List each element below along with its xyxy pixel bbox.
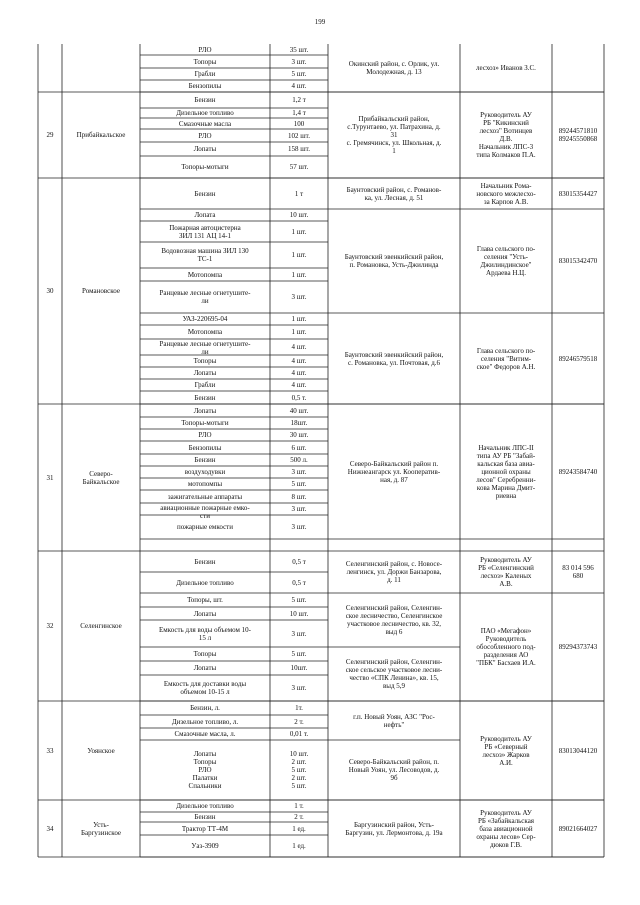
phone-number: 89246579518 <box>558 354 598 363</box>
item-quantity: 3 шт. <box>291 505 307 513</box>
item-name: Уаз-3909 <box>191 842 219 850</box>
item-quantity: 1 шт. <box>291 251 307 259</box>
item-name: Лопаты <box>193 664 217 672</box>
phone-number: 89021664027 <box>558 824 598 833</box>
item-name: Лопаты <box>193 609 217 618</box>
item-name: УАЗ-220695-04 <box>182 315 228 323</box>
phone-number: 89294373743 <box>558 643 598 651</box>
item-name: зажигательные аппараты <box>167 492 243 501</box>
item-name: Дизельное топливо <box>176 578 234 587</box>
phone-number: 83015354427 <box>558 189 598 198</box>
row-number: 33 <box>46 746 54 755</box>
item-name: Бензин <box>194 96 216 104</box>
item-quantity: 1,4 т <box>292 109 306 117</box>
item-name: Смазочные масла, л. <box>174 730 236 738</box>
item-quantity: 4 шт. <box>291 357 307 365</box>
item-name: пожарные емкости <box>177 523 233 531</box>
item-quantity: 1 шт. <box>291 227 307 236</box>
item-name: авиационные пожарные емко- сти <box>160 504 250 520</box>
address-cell: Северо-Байкальский район, п. Новый Уоян, ул. Лесоводов, д. 9б <box>348 758 440 782</box>
district-name: Уоянское <box>87 746 115 755</box>
item-name: Дизельное топливо, л. <box>171 717 239 726</box>
item-name: Бензопилы <box>188 82 222 90</box>
phone-number: 83 014 596 680 <box>562 564 594 580</box>
row-number: 32 <box>46 622 54 630</box>
item-name: Мотопомпа <box>187 328 223 336</box>
item-quantity: 3 шт. <box>291 684 307 692</box>
district-name: Селенгинское <box>80 622 122 630</box>
item-quantity: 2 т. <box>294 717 304 726</box>
item-name: Трактор ТТ-4М <box>181 824 229 833</box>
address-cell: г.п. Новый Уоян, АЗС "Рос- нефть" <box>353 712 435 729</box>
item-quantity: 1 т <box>294 189 304 198</box>
item-quantity: 18шт. <box>290 419 308 427</box>
item-name: Топоры <box>193 57 217 66</box>
item-quantity: 100 <box>293 119 305 128</box>
item-name: Мотопомпа <box>187 270 223 279</box>
district-name: Северо- Байкальское <box>82 469 120 486</box>
item-name: РЛО <box>198 45 212 54</box>
item-quantity: 35 шт. <box>289 45 309 54</box>
item-quantity: 0,5 т. <box>291 393 307 402</box>
item-quantity: 1т. <box>295 704 303 712</box>
address-cell: Баунтовский район, с. Романов- ка, ул. Лесная, д. 51 <box>346 185 442 202</box>
responsible-person: лесхоз» Иванов З.С. <box>476 64 536 72</box>
item-quantity: 10шт. <box>290 664 308 672</box>
item-quantity: 5 шт. <box>291 480 307 488</box>
item-quantity: 5 шт. <box>291 650 307 658</box>
item-name: Ранцевые лесные огнетушите- ли <box>159 340 251 356</box>
phone-number: 83015342470 <box>558 257 598 265</box>
item-name: Бензин <box>194 189 216 198</box>
item-quantity: 3 шт. <box>291 468 307 476</box>
item-quantity: 1 ед. <box>292 842 306 850</box>
item-quantity: 4 шт. <box>291 343 307 351</box>
item-quantity: 10 шт. <box>289 211 309 219</box>
address-cell: Селенгинский район, с. Новосе- ленгинск, ул. Доржи Банзарова, д. 11 <box>345 560 443 584</box>
item-name: Грабли <box>194 381 216 389</box>
item-name: Лопаты <box>193 406 217 415</box>
responsible-person: Руководитель АУ РБ «Северный лесхоз» Жарков А.И. <box>480 734 532 767</box>
item-name: РЛО <box>198 431 212 439</box>
district-name: Прибайкальское <box>76 131 126 139</box>
item-quantity: 4 шт. <box>291 369 307 377</box>
item-quantity: 3 шт. <box>291 57 307 66</box>
item-quantity: 4 шт. <box>291 82 307 90</box>
item-name: Топоры <box>193 357 217 365</box>
item-name: Дизельное топливо <box>176 802 234 810</box>
item-name: Лопаты Топоры РЛО Палатки Спальники <box>188 750 222 790</box>
item-name: Топоры, шт. <box>187 596 223 604</box>
district-name: Романовское <box>82 287 120 295</box>
item-name: Бензин, л. <box>190 704 220 712</box>
address-cell: Баунтовский эвенкийский район, с. Романовка, ул. Почтовая, д.6 <box>344 350 444 367</box>
item-name: Емкость для доставки воды объемом 10-15 л <box>163 680 247 696</box>
item-name: РЛО <box>198 131 212 140</box>
item-quantity: 1 шт. <box>291 328 307 336</box>
item-quantity: 1 ед. <box>292 824 306 833</box>
item-quantity: 1 т. <box>294 802 304 810</box>
item-name: Бензин <box>194 456 216 464</box>
item-name: Лопаты <box>193 145 217 153</box>
item-name: мотопомпы <box>187 480 223 488</box>
address-cell: Баунтовский эвенкийский район, п. Романовка, Усть-Джилинда <box>344 253 444 269</box>
item-quantity: 0,5 т <box>292 557 306 566</box>
district-name: Усть- Баргузинское <box>80 820 122 837</box>
item-name: Дизельное топливо <box>176 109 234 117</box>
row-number: 34 <box>46 824 54 833</box>
item-quantity: 158 шт. <box>288 145 310 153</box>
item-name: Бензин <box>194 813 216 821</box>
item-name: Пожарная автоцистерна ЗИЛ 131 АЦ 14-1 <box>169 223 241 240</box>
item-name: Водовозная машина ЗИЛ 130 ТС-1 <box>161 247 249 263</box>
item-quantity: 1,2 т <box>292 96 306 104</box>
page-number: 199 <box>314 18 326 26</box>
item-quantity: 57 шт. <box>289 163 309 171</box>
item-name: Лопата <box>194 211 216 219</box>
item-quantity: 6 шт. <box>291 443 307 452</box>
phone-number: 89244571810 89245550868 <box>558 127 598 143</box>
responsible-person: Начальник ЛПС-II типа АУ РБ "Забай- кальская база авиа- ционной охраны лесов" Серебренни- кова Марина Дмит- риевна <box>476 443 536 500</box>
address-cell: Окинский район, с. Орлик, ул. Молодежная, д. 13 <box>348 60 440 76</box>
responsible-person: Глава сельского по- селения "Витим- ское" Федоров А.Н. <box>476 346 536 371</box>
responsible-person: Руководитель АУ РБ «Селенгинский лесхоз» Каленых А.В. <box>478 556 534 588</box>
item-quantity: 3 шт. <box>291 293 307 301</box>
item-name: Емкость для воды объемом 10- 15 л <box>158 625 252 642</box>
item-quantity: 0,01 т. <box>289 730 309 738</box>
address-cell: Селенгинский район, Селенгин- ское лесничество, Селенгинское участковое лесничество, кв. 32, выд 6 <box>345 604 443 636</box>
item-quantity: 3 шт. <box>291 523 307 531</box>
item-name: Топоры-мотыги <box>181 163 229 171</box>
responsible-person: Начальник Рома- новского межлесхо- за Карпов А.В. <box>476 181 536 206</box>
item-name: Бензин <box>194 393 216 402</box>
item-quantity: 10 шт. 2 шт. 5 шт. 2 шт. 5 шт. <box>289 750 309 790</box>
item-name: Лопаты <box>193 369 217 377</box>
item-name: Смазочные масла <box>178 119 232 128</box>
item-quantity: 2 т. <box>294 813 304 821</box>
item-name: Бензин <box>194 557 216 566</box>
item-quantity: 500 л. <box>290 456 308 464</box>
item-quantity: 8 шт. <box>291 492 307 501</box>
address-cell: Северо-Байкальский район п. Нижнеангарск ул. Кооператив- ная, д. 87 <box>347 459 441 484</box>
item-quantity: 10 шт. <box>289 609 309 618</box>
address-cell: Баргузинский район, Усть- Баргузин, ул. Лермонтова, д. 19а <box>345 820 443 837</box>
item-quantity: 102 шт. <box>288 131 310 140</box>
responsible-person: Руководитель АУ РБ «Забайкальская база авиационной охраны лесов» Сер- дюков Г.В. <box>476 808 536 849</box>
item-name: Топоры <box>193 650 217 658</box>
row-number: 31 <box>46 473 54 482</box>
item-quantity: 40 шт. <box>289 406 309 415</box>
item-name: Бензопилы <box>188 443 222 452</box>
item-quantity: 1 шт. <box>291 315 307 323</box>
item-quantity: 4 шт. <box>291 381 307 389</box>
item-name: Топоры-мотыги <box>181 419 229 427</box>
address-cell: Прибайкальский район, с.Турунтаево, ул. Патрахина, д. 31 с. Гремячинск, ул. Школьная, д. 1 <box>346 115 442 155</box>
responsible-person: ПАО «Мегафон» Руководитель обособленного под- разделения АО "ПБК" Басхаев И.А. <box>476 627 536 667</box>
item-quantity: 30 шт. <box>289 431 309 439</box>
phone-number: 83013044120 <box>558 746 598 755</box>
item-quantity: 0,5 т <box>292 578 306 587</box>
item-quantity: 1 шт. <box>291 270 307 279</box>
item-name: Ранцевые лесные огнетушите- ли <box>159 289 251 305</box>
row-number: 30 <box>46 287 54 295</box>
item-quantity: 3 шт. <box>291 629 307 638</box>
responsible-person: Глава сельского по- селения "Усть- Джилиндинское" Ардаева Н.Ц. <box>476 245 536 277</box>
item-name: Грабли <box>194 70 216 78</box>
address-cell: Селенгинский район, Селенгин- ское сельское участковое лесни- чество «СПК Ленина», кв. 15, выд 5,9 <box>345 658 443 690</box>
row-number: 29 <box>46 131 54 139</box>
item-name: воздуходувки <box>184 468 226 476</box>
responsible-person: Руководитель АУ РБ "Кикинский лесхоз" Вотинцев Д.В. Начальник ЛПС-3 типа Колмаков П.А. <box>476 111 536 159</box>
item-quantity: 5 шт. <box>291 70 307 78</box>
phone-number: 89243584740 <box>558 467 598 476</box>
item-quantity: 5 шт. <box>291 596 307 604</box>
